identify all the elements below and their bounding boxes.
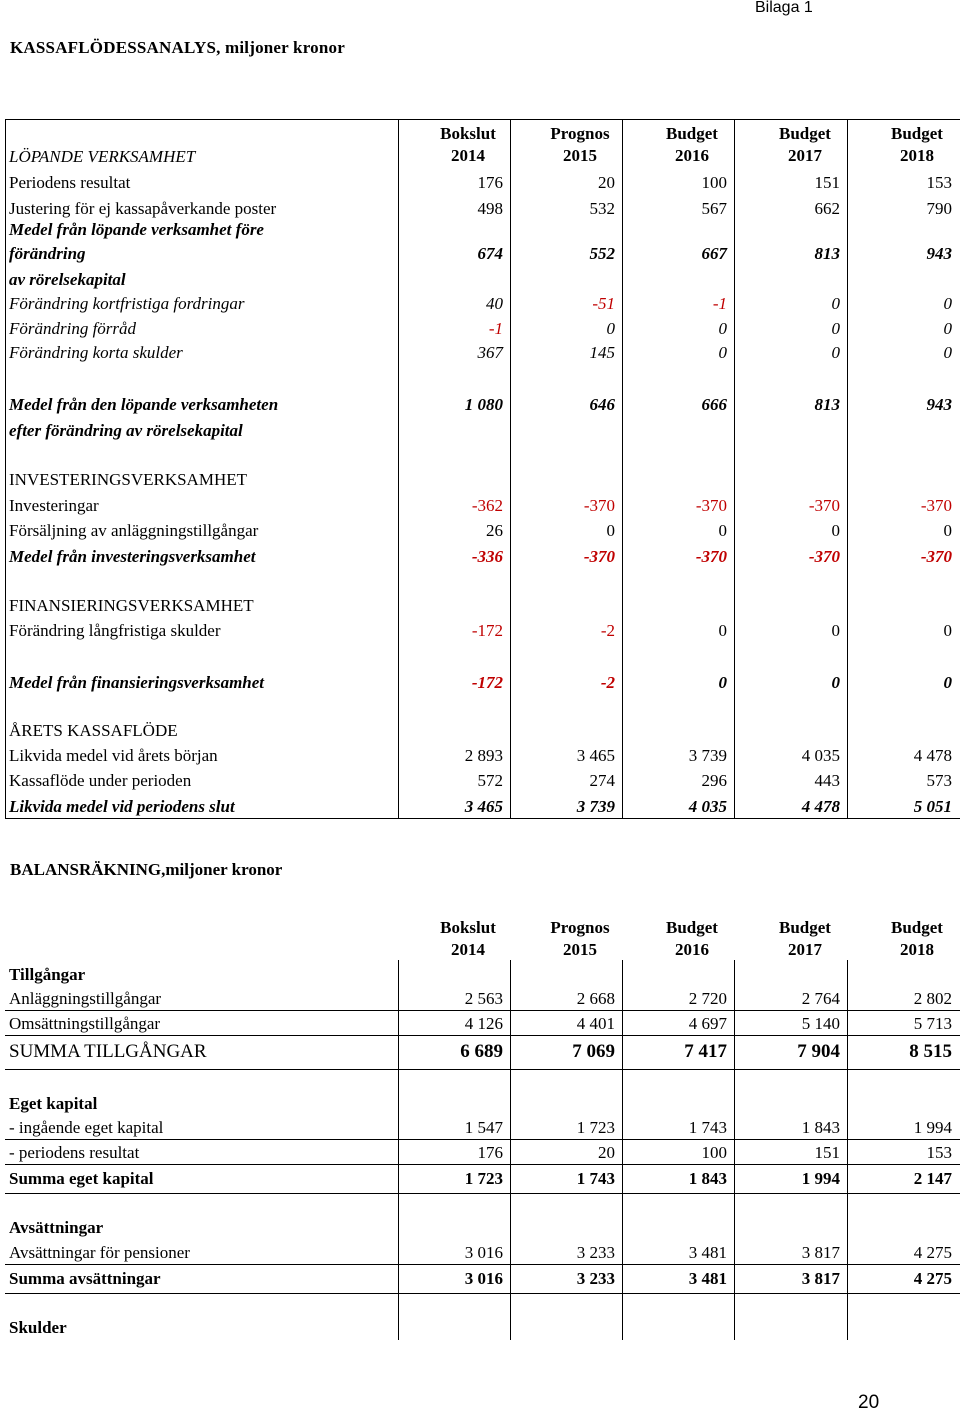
row-value: 2 893 — [464, 746, 503, 765]
row-value: 0 — [606, 319, 615, 338]
row-value: 0 — [943, 294, 952, 313]
row-value: 552 — [589, 244, 615, 263]
column-header — [525, 917, 635, 961]
row-divider — [5, 1164, 960, 1165]
column-rule — [398, 119, 399, 819]
row-value: 1 743 — [688, 1118, 727, 1137]
row-value: 943 — [926, 395, 952, 414]
column-rule — [510, 119, 511, 819]
row-value: 3 016 — [464, 1269, 503, 1288]
appendix-label: Bilaga 1 — [755, 0, 813, 16]
row-value: 674 — [477, 244, 503, 263]
row-label: Kassaflöde under perioden — [9, 771, 192, 790]
column-header-type: Prognos — [550, 124, 610, 143]
column-header-type: Prognos — [550, 918, 610, 937]
row-value: 4 697 — [688, 1014, 727, 1033]
row-value: 1 994 — [913, 1118, 952, 1137]
row-label: förändring — [9, 244, 86, 263]
row-value: 0 — [718, 521, 727, 540]
row-value: 3 465 — [576, 746, 615, 765]
row-divider — [5, 1069, 960, 1070]
row-value: -362 — [471, 496, 503, 515]
row-value: 151 — [814, 1143, 840, 1162]
table-left-border — [5, 119, 6, 819]
column-header — [637, 123, 747, 167]
row-value: 145 — [589, 343, 615, 362]
row-value: -2 — [600, 621, 615, 640]
row-value: 151 — [814, 173, 840, 192]
row-value: 3 465 — [464, 797, 503, 816]
row-value: 296 — [701, 771, 727, 790]
row-value: 1 547 — [464, 1118, 503, 1137]
row-label: Medel från löpande verksamhet före — [9, 220, 264, 239]
row-divider — [5, 1264, 960, 1265]
column-header-year: 2018 — [900, 940, 934, 959]
row-value: 153 — [926, 173, 952, 192]
row-value: -2 — [600, 673, 615, 692]
row-value: 2 668 — [576, 989, 615, 1008]
row-label: Summa eget kapital — [9, 1169, 154, 1188]
row-value: 4 275 — [913, 1269, 952, 1288]
row-value: 572 — [477, 771, 503, 790]
row-label: INVESTERINGSVERKSAMHET — [9, 470, 247, 489]
row-divider — [5, 1139, 960, 1140]
column-header-type: Budget — [666, 124, 718, 143]
row-label: efter förändring av rörelsekapital — [9, 421, 243, 440]
column-header-year: 2015 — [563, 940, 597, 959]
row-label: Likvida medel vid periodens slut — [9, 797, 235, 816]
page-number: 20 — [858, 1392, 880, 1413]
row-label: Medel från finansieringsverksamhet — [9, 673, 265, 692]
row-value: 0 — [831, 343, 840, 362]
row-label: ÅRETS KASSAFLÖDE — [9, 721, 178, 740]
row-label: Justering för ej kassapåverkande poster — [9, 199, 277, 218]
row-value: 176 — [477, 1143, 503, 1162]
row-value: -370 — [695, 547, 727, 566]
column-header-type: Bokslut — [440, 124, 496, 143]
cashflow-title: KASSAFLÖDESSANALYS, miljoner kronor — [10, 38, 345, 57]
row-value: 666 — [701, 395, 727, 414]
row-label: Periodens resultat — [9, 173, 131, 192]
row-divider — [5, 1010, 960, 1011]
row-value: 2 147 — [913, 1169, 952, 1188]
column-header-year: 2016 — [675, 940, 709, 959]
row-value: 0 — [943, 343, 952, 362]
row-value: 3 817 — [801, 1269, 840, 1288]
row-value: 153 — [926, 1143, 952, 1162]
column-header — [750, 123, 860, 167]
section-label: LÖPANDE VERKSAMHET — [9, 147, 196, 166]
column-header-type: Bokslut — [440, 918, 496, 937]
row-value: 813 — [814, 395, 840, 414]
column-header-year: 2017 — [788, 146, 822, 165]
row-label: SUMMA TILLGÅNGAR — [9, 1041, 207, 1062]
row-value: 0 — [718, 343, 727, 362]
row-label: Försäljning av anläggningstillgångar — [9, 521, 259, 540]
row-value: 532 — [589, 199, 615, 218]
row-value: 3 016 — [464, 1243, 503, 1262]
table-bottom-border — [5, 818, 960, 819]
row-value: 3 481 — [688, 1243, 727, 1262]
row-value: -370 — [583, 496, 615, 515]
row-value: 40 — [486, 294, 503, 313]
row-label: Förändring långfristiga skulder — [9, 621, 221, 640]
row-value: 20 — [598, 1143, 615, 1162]
row-value: 7 417 — [684, 1041, 727, 1062]
row-value: 0 — [943, 673, 952, 692]
row-label: Eget kapital — [9, 1094, 98, 1113]
row-value: 443 — [814, 771, 840, 790]
row-divider — [5, 1193, 960, 1194]
table-top-border — [5, 119, 960, 120]
row-label: Skulder — [9, 1318, 67, 1337]
column-header-year: 2017 — [788, 940, 822, 959]
row-label: Investeringar — [9, 496, 99, 515]
row-divider — [5, 1035, 960, 1036]
row-value: 1 994 — [801, 1169, 840, 1188]
row-value: 1 080 — [464, 395, 503, 414]
column-header-year: 2016 — [675, 146, 709, 165]
row-label: Omsättningstillgångar — [9, 1014, 161, 1033]
row-value: 0 — [831, 294, 840, 313]
column-header-year: 2014 — [451, 146, 485, 165]
row-value: 1 843 — [688, 1169, 727, 1188]
row-value: 3 481 — [688, 1269, 727, 1288]
row-value: 4 035 — [688, 797, 727, 816]
row-value: -370 — [695, 496, 727, 515]
row-value: -1 — [712, 294, 727, 313]
row-value: 2 563 — [464, 989, 503, 1008]
row-value: 4 478 — [801, 797, 840, 816]
row-value: -370 — [583, 547, 615, 566]
row-value: 2 802 — [913, 989, 952, 1008]
row-value: 1 723 — [576, 1118, 615, 1137]
row-value: 100 — [701, 1143, 727, 1162]
column-header-type: Budget — [779, 124, 831, 143]
row-label: Summa avsättningar — [9, 1269, 161, 1288]
column-header — [750, 917, 860, 961]
row-value: 3 739 — [576, 797, 615, 816]
row-value: 367 — [477, 343, 503, 362]
row-label: - periodens resultat — [9, 1143, 140, 1162]
row-value: 100 — [701, 173, 727, 192]
row-value: 8 515 — [909, 1041, 952, 1062]
row-value: 0 — [718, 319, 727, 338]
row-value: 26 — [486, 521, 503, 540]
row-value: 20 — [598, 173, 615, 192]
row-value: 2 720 — [688, 989, 727, 1008]
balance-table — [5, 918, 960, 1340]
row-value: 0 — [718, 621, 727, 640]
row-value: 274 — [589, 771, 615, 790]
column-header — [525, 123, 635, 167]
row-value: 3 233 — [576, 1269, 615, 1288]
column-header-year: 2018 — [900, 146, 934, 165]
column-header-type: Budget — [891, 124, 943, 143]
row-value: 4 275 — [913, 1243, 952, 1262]
row-value: 0 — [606, 521, 615, 540]
column-rule — [734, 119, 735, 819]
row-label: Anläggningstillgångar — [9, 989, 162, 1008]
row-label: - ingående eget kapital — [9, 1118, 164, 1137]
row-label: Avsättningar — [9, 1218, 104, 1237]
row-value: 3 739 — [688, 746, 727, 765]
row-value: 0 — [831, 673, 840, 692]
row-value: -370 — [808, 547, 840, 566]
row-value: 667 — [701, 244, 727, 263]
row-value: -1 — [488, 319, 503, 338]
row-value: 0 — [943, 521, 952, 540]
balance-title: BALANSRÄKNING,miljoner kronor — [10, 860, 283, 879]
row-value: 6 689 — [460, 1041, 503, 1062]
row-value: 498 — [477, 199, 503, 218]
row-value: 3 817 — [801, 1243, 840, 1262]
row-value: 1 743 — [576, 1169, 615, 1188]
row-value: 7 904 — [797, 1041, 840, 1062]
column-header-type: Budget — [891, 918, 943, 937]
row-value: 573 — [926, 771, 952, 790]
row-value: 1 843 — [801, 1118, 840, 1137]
row-label: FINANSIERINGSVERKSAMHET — [9, 596, 254, 615]
row-value: 2 764 — [801, 989, 840, 1008]
row-label: Förändring förråd — [9, 319, 137, 338]
column-header — [413, 123, 523, 167]
row-value: 4 478 — [913, 746, 952, 765]
row-value: 567 — [701, 199, 727, 218]
row-value: 646 — [589, 395, 615, 414]
row-value: -172 — [471, 673, 503, 692]
cashflow-table — [5, 119, 960, 819]
column-header-type: Budget — [779, 918, 831, 937]
column-header — [413, 917, 523, 961]
row-value: -336 — [471, 547, 503, 566]
column-header — [862, 123, 960, 167]
row-value: 5 140 — [801, 1014, 840, 1033]
column-header-type: Budget — [666, 918, 718, 937]
row-value: -370 — [808, 496, 840, 515]
row-value: -370 — [920, 496, 952, 515]
row-value: 0 — [718, 673, 727, 692]
row-label: Tillgångar — [9, 965, 86, 984]
column-rule — [622, 119, 623, 819]
row-value: -51 — [592, 294, 615, 313]
row-label: Likvida medel vid årets början — [9, 746, 218, 765]
row-value: 0 — [943, 319, 952, 338]
row-value: -172 — [471, 621, 503, 640]
row-value: 0 — [831, 521, 840, 540]
row-label: Förändring korta skulder — [9, 343, 183, 362]
column-header-year: 2014 — [451, 940, 485, 959]
row-value: 0 — [943, 621, 952, 640]
row-label: Förändring kortfristiga fordringar — [9, 294, 245, 313]
row-value: 0 — [831, 319, 840, 338]
row-value: 790 — [926, 199, 952, 218]
row-value: 0 — [831, 621, 840, 640]
row-value: -370 — [920, 547, 952, 566]
column-rule — [847, 119, 848, 819]
row-value: 4 035 — [801, 746, 840, 765]
row-value: 943 — [926, 244, 952, 263]
row-value: 662 — [814, 199, 840, 218]
row-value: 176 — [477, 173, 503, 192]
row-value: 4 126 — [464, 1014, 503, 1033]
row-value: 7 069 — [572, 1041, 615, 1062]
column-header — [637, 917, 747, 961]
column-header-year: 2015 — [563, 146, 597, 165]
row-value: 5 051 — [913, 797, 952, 816]
row-label: Medel från investeringsverksamhet — [9, 547, 256, 566]
row-value: 3 233 — [576, 1243, 615, 1262]
row-value: 1 723 — [464, 1169, 503, 1188]
row-divider — [5, 1293, 960, 1294]
row-value: 5 713 — [913, 1014, 952, 1033]
row-label: Avsättningar för pensioner — [9, 1243, 190, 1262]
column-header — [862, 917, 960, 961]
row-label: Medel från den löpande verksamheten — [9, 395, 279, 414]
row-label: av rörelsekapital — [9, 270, 126, 289]
row-value: 813 — [814, 244, 840, 263]
row-value: 4 401 — [576, 1014, 615, 1033]
